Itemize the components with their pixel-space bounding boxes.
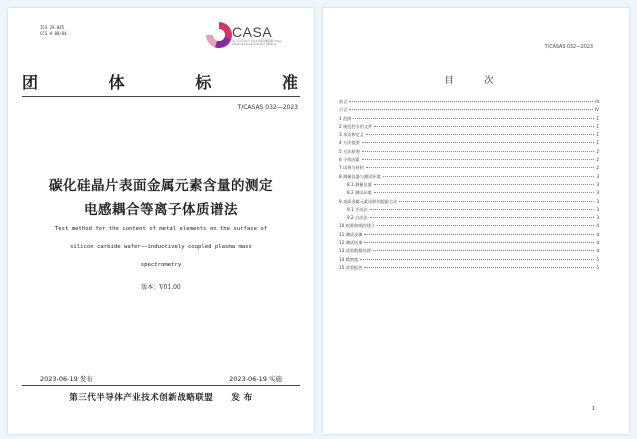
toc-entry-page: 2 <box>596 148 599 154</box>
title-en-line2: silicon carbide wafer——inductively coupled plasma mass <box>70 244 252 250</box>
toc-leader-dots <box>366 167 594 168</box>
toc-entry-page: 1 <box>596 132 599 138</box>
toc-leader-dots <box>366 134 594 135</box>
toc-entry-page: 4 <box>596 240 599 246</box>
implement-date: 2023-06-19 实施 <box>229 375 282 383</box>
toc-entry-label: 8.1 测量仪器 <box>347 181 372 187</box>
toc-entry[interactable] <box>339 116 599 124</box>
toc-entry-label: 11 测试步骤 <box>339 231 363 237</box>
toc-entry-page: III <box>595 99 599 104</box>
toc-entry[interactable] <box>339 207 599 215</box>
casa-logo-icon <box>206 22 232 48</box>
toc-entry-label: 引言 <box>339 107 348 113</box>
toc-list <box>339 99 599 273</box>
toc-entry[interactable] <box>339 157 599 165</box>
toc-entry-label: 1 范围 <box>339 115 352 121</box>
toc-entry-label: 8 测量仪器与测试环境 <box>339 173 381 179</box>
ics-codes <box>40 25 67 37</box>
version-label: 版本：V01.00 <box>141 284 181 291</box>
toc-entry-label: 9 表面金属元素试样的提取方法 <box>339 198 398 204</box>
ccs-code: CCS H 80/84 <box>40 31 67 36</box>
toc-leader-dots <box>370 209 595 210</box>
toc-entry[interactable] <box>339 257 599 265</box>
toc-entry-page: 3 <box>596 206 599 212</box>
standard-title <box>22 70 300 93</box>
bottom-divider <box>22 385 300 386</box>
toc-entry[interactable] <box>339 182 599 190</box>
toc-entry[interactable] <box>339 265 599 273</box>
toc-entry-page: 4 <box>596 248 599 254</box>
toc-entry-page: 3 <box>596 181 599 187</box>
toc-entry[interactable] <box>339 199 599 207</box>
toc-entry[interactable] <box>339 107 599 115</box>
logo-subtitle: 第三代半导体产业技术创新战略联盟 China Advanced Semiconductor Alliance <box>232 40 282 47</box>
toc-leader-dots <box>370 217 595 218</box>
toc-leader-dots <box>360 259 594 260</box>
toc-leader-dots <box>362 151 595 152</box>
toc-leader-dots <box>399 201 594 202</box>
toc-entry-page: 1 <box>596 123 599 129</box>
toc-leader-dots <box>364 242 594 243</box>
toc-entry-page: 2 <box>596 165 599 171</box>
toc-entry-label: 前言 <box>339 99 348 104</box>
casa-logo <box>206 22 298 52</box>
toc-entry[interactable] <box>339 149 599 157</box>
toc-entry-label: 15 试验报告 <box>339 264 363 270</box>
toc-leader-dots <box>353 118 594 119</box>
toc-entry-label: 13 试验数据处理 <box>339 248 371 254</box>
toc-entry-label: 7 试剂与材料 <box>339 165 364 171</box>
standard-title-char: 团 <box>22 73 41 92</box>
toc-leader-dots <box>374 126 594 127</box>
toc-leader-dots <box>377 225 594 226</box>
toc-leader-dots <box>364 267 594 268</box>
standard-title-char: 准 <box>281 73 300 92</box>
toc-entry-page: 4 <box>596 231 599 237</box>
toc-entry[interactable] <box>339 140 599 148</box>
toc-entry[interactable] <box>339 99 599 107</box>
toc-entry[interactable] <box>339 174 599 182</box>
top-divider <box>22 96 300 97</box>
toc-entry-label: 8.2 测试环境 <box>347 190 372 196</box>
ics-code: ICS 29.045 <box>40 25 65 30</box>
page-number: 1 <box>591 406 595 412</box>
toc-entry[interactable] <box>339 248 599 256</box>
toc-entry[interactable] <box>339 190 599 198</box>
toc-entry-page: IV <box>594 107 599 113</box>
toc-entry-page: 5 <box>596 256 599 262</box>
toc-title: 目 次 <box>444 76 508 86</box>
toc-entry-label: 14 精密度 <box>339 256 359 262</box>
standard-code: T/CASAS 032—2023 <box>237 104 298 111</box>
toc-entry-label: 3 术语和定义 <box>339 132 364 138</box>
toc-entry-label: 12 测试结果 <box>339 240 363 246</box>
toc-page <box>323 8 629 434</box>
toc-entry[interactable] <box>339 132 599 140</box>
toc-entry-label: 2 规范性引用文件 <box>339 123 373 129</box>
toc-entry[interactable] <box>339 232 599 240</box>
toc-entry-page: 3 <box>596 173 599 179</box>
toc-entry-page: 5 <box>596 264 599 270</box>
toc-leader-dots <box>349 109 593 110</box>
title-en-line1: Test method for the content of metal elements on the surface of <box>54 226 268 232</box>
toc-entry-label: 6 干扰因素 <box>339 157 360 163</box>
toc-leader-dots <box>383 176 595 177</box>
toc-entry-page: 1 <box>596 115 599 121</box>
toc-leader-dots <box>374 184 595 185</box>
toc-entry[interactable] <box>339 240 599 248</box>
title-cn-line2: 电感耦合等离子体质谱法 <box>84 202 238 218</box>
toc-entry[interactable] <box>339 223 599 231</box>
toc-entry-label: 9.1 手动法 <box>347 206 368 212</box>
toc-entry-page: 3 <box>596 190 599 196</box>
toc-leader-dots <box>362 159 595 160</box>
toc-leader-dots <box>362 142 595 143</box>
title-en-line3: spectrometry <box>140 262 182 268</box>
toc-entry[interactable] <box>339 165 599 173</box>
standard-title-char: 标 <box>195 73 214 92</box>
toc-entry-page: 3 <box>596 198 599 204</box>
title-cn-line1: 碳化硅晶片表面金属元素含量的测定 <box>49 178 273 194</box>
toc-entry-label: 5 方法原理 <box>339 148 360 154</box>
toc-entry-label: 4 方法提要 <box>339 140 360 146</box>
standard-title-char: 体 <box>108 73 127 92</box>
toc-entry[interactable] <box>339 215 599 223</box>
toc-entry[interactable] <box>339 124 599 132</box>
publish-date: 2023-06-19 发布 <box>40 375 93 383</box>
toc-leader-dots <box>374 192 595 193</box>
publisher: 第三代半导体产业技术创新战略联盟 发 布 <box>69 393 253 403</box>
toc-leader-dots <box>373 250 595 251</box>
toc-standard-code: T/CASAS 032—2023 <box>544 45 593 50</box>
toc-entry-page: 3 <box>596 215 599 221</box>
toc-entry-page: 1 <box>596 140 599 146</box>
toc-entry-label: 9.2 自动法 <box>347 215 368 221</box>
cover-page <box>8 8 314 434</box>
toc-entry-page: 4 <box>596 223 599 229</box>
toc-leader-dots <box>349 101 593 102</box>
toc-entry-label: 10 校准曲线的建立 <box>339 223 375 229</box>
toc-entry-page: 2 <box>596 157 599 163</box>
logo-text: CASA <box>232 24 273 40</box>
toc-leader-dots <box>364 234 594 235</box>
